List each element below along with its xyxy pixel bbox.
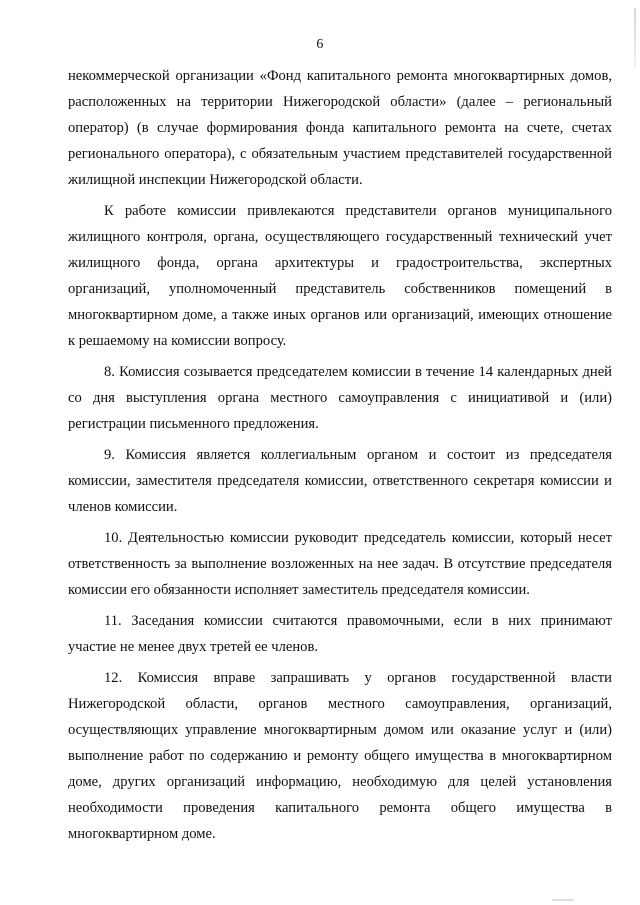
scan-bottom-artifact: [552, 899, 574, 901]
paragraph-item-12: 12. Комиссия вправе запрашивать у органов государственной власти Нижегородской области, органов местного самоуправления, организаций, осуществляющих управление многоквартирным домом или оказание услуг и (или) выполнение работ по содержанию и ремонту общего имущества в многоквартирном доме, других организаций информацию, необходимую для целей установления необходимости проведения капитального ремонта общего имущества в многоквартирном доме.: [68, 670, 612, 842]
paragraph-item-10: 10. Деятельностью комиссии руководит председатель комиссии, который несет ответственность за выполнение возложенных на нее задач. В отсутствие председателя комиссии его обязанности исполняет заместитель председателя комиссии.: [68, 530, 612, 598]
paragraph-item-9: 9. Комиссия является коллегиальным органом и состоит из председателя комиссии, заместителя председателя комиссии, ответственного секретаря комиссии и членов комиссии.: [68, 447, 612, 515]
paragraph-item-8: 8. Комиссия созывается председателем комиссии в течение 14 календарных дней со дня выступления органа местного самоуправления с инициативой и (или) регистрации письменного предложения.: [68, 364, 612, 432]
document-body: [68, 63, 612, 847]
paragraph-continuation: некоммерческой организации «Фонд капитального ремонта многоквартирных домов, расположенных на территории Нижегородской области» (далее – региональный оператор) (в случае формирования фонда капитального ремонта на счете, счетах регионального оператора), с обязательным участием представителей государственной жилищной инспекции Нижегородской области.: [68, 68, 612, 188]
paragraph-commission-participants: К работе комиссии привлекаются представители органов муниципального жилищного контроля, органа, осуществляющего государственный технический учет жилищного фонда, органа архитектуры и градостроительства, экспертных организаций, уполномоченный представитель собственников помещений в многоквартирном доме, а также иных органов или организаций, имеющих отношение к решаемому на комиссии вопросу.: [68, 203, 612, 349]
paragraph-item-11: 11. Заседания комиссии считаются правомочными, если в них принимают участие не менее двух третей ее членов.: [68, 613, 612, 655]
page-number: 6: [316, 37, 324, 52]
